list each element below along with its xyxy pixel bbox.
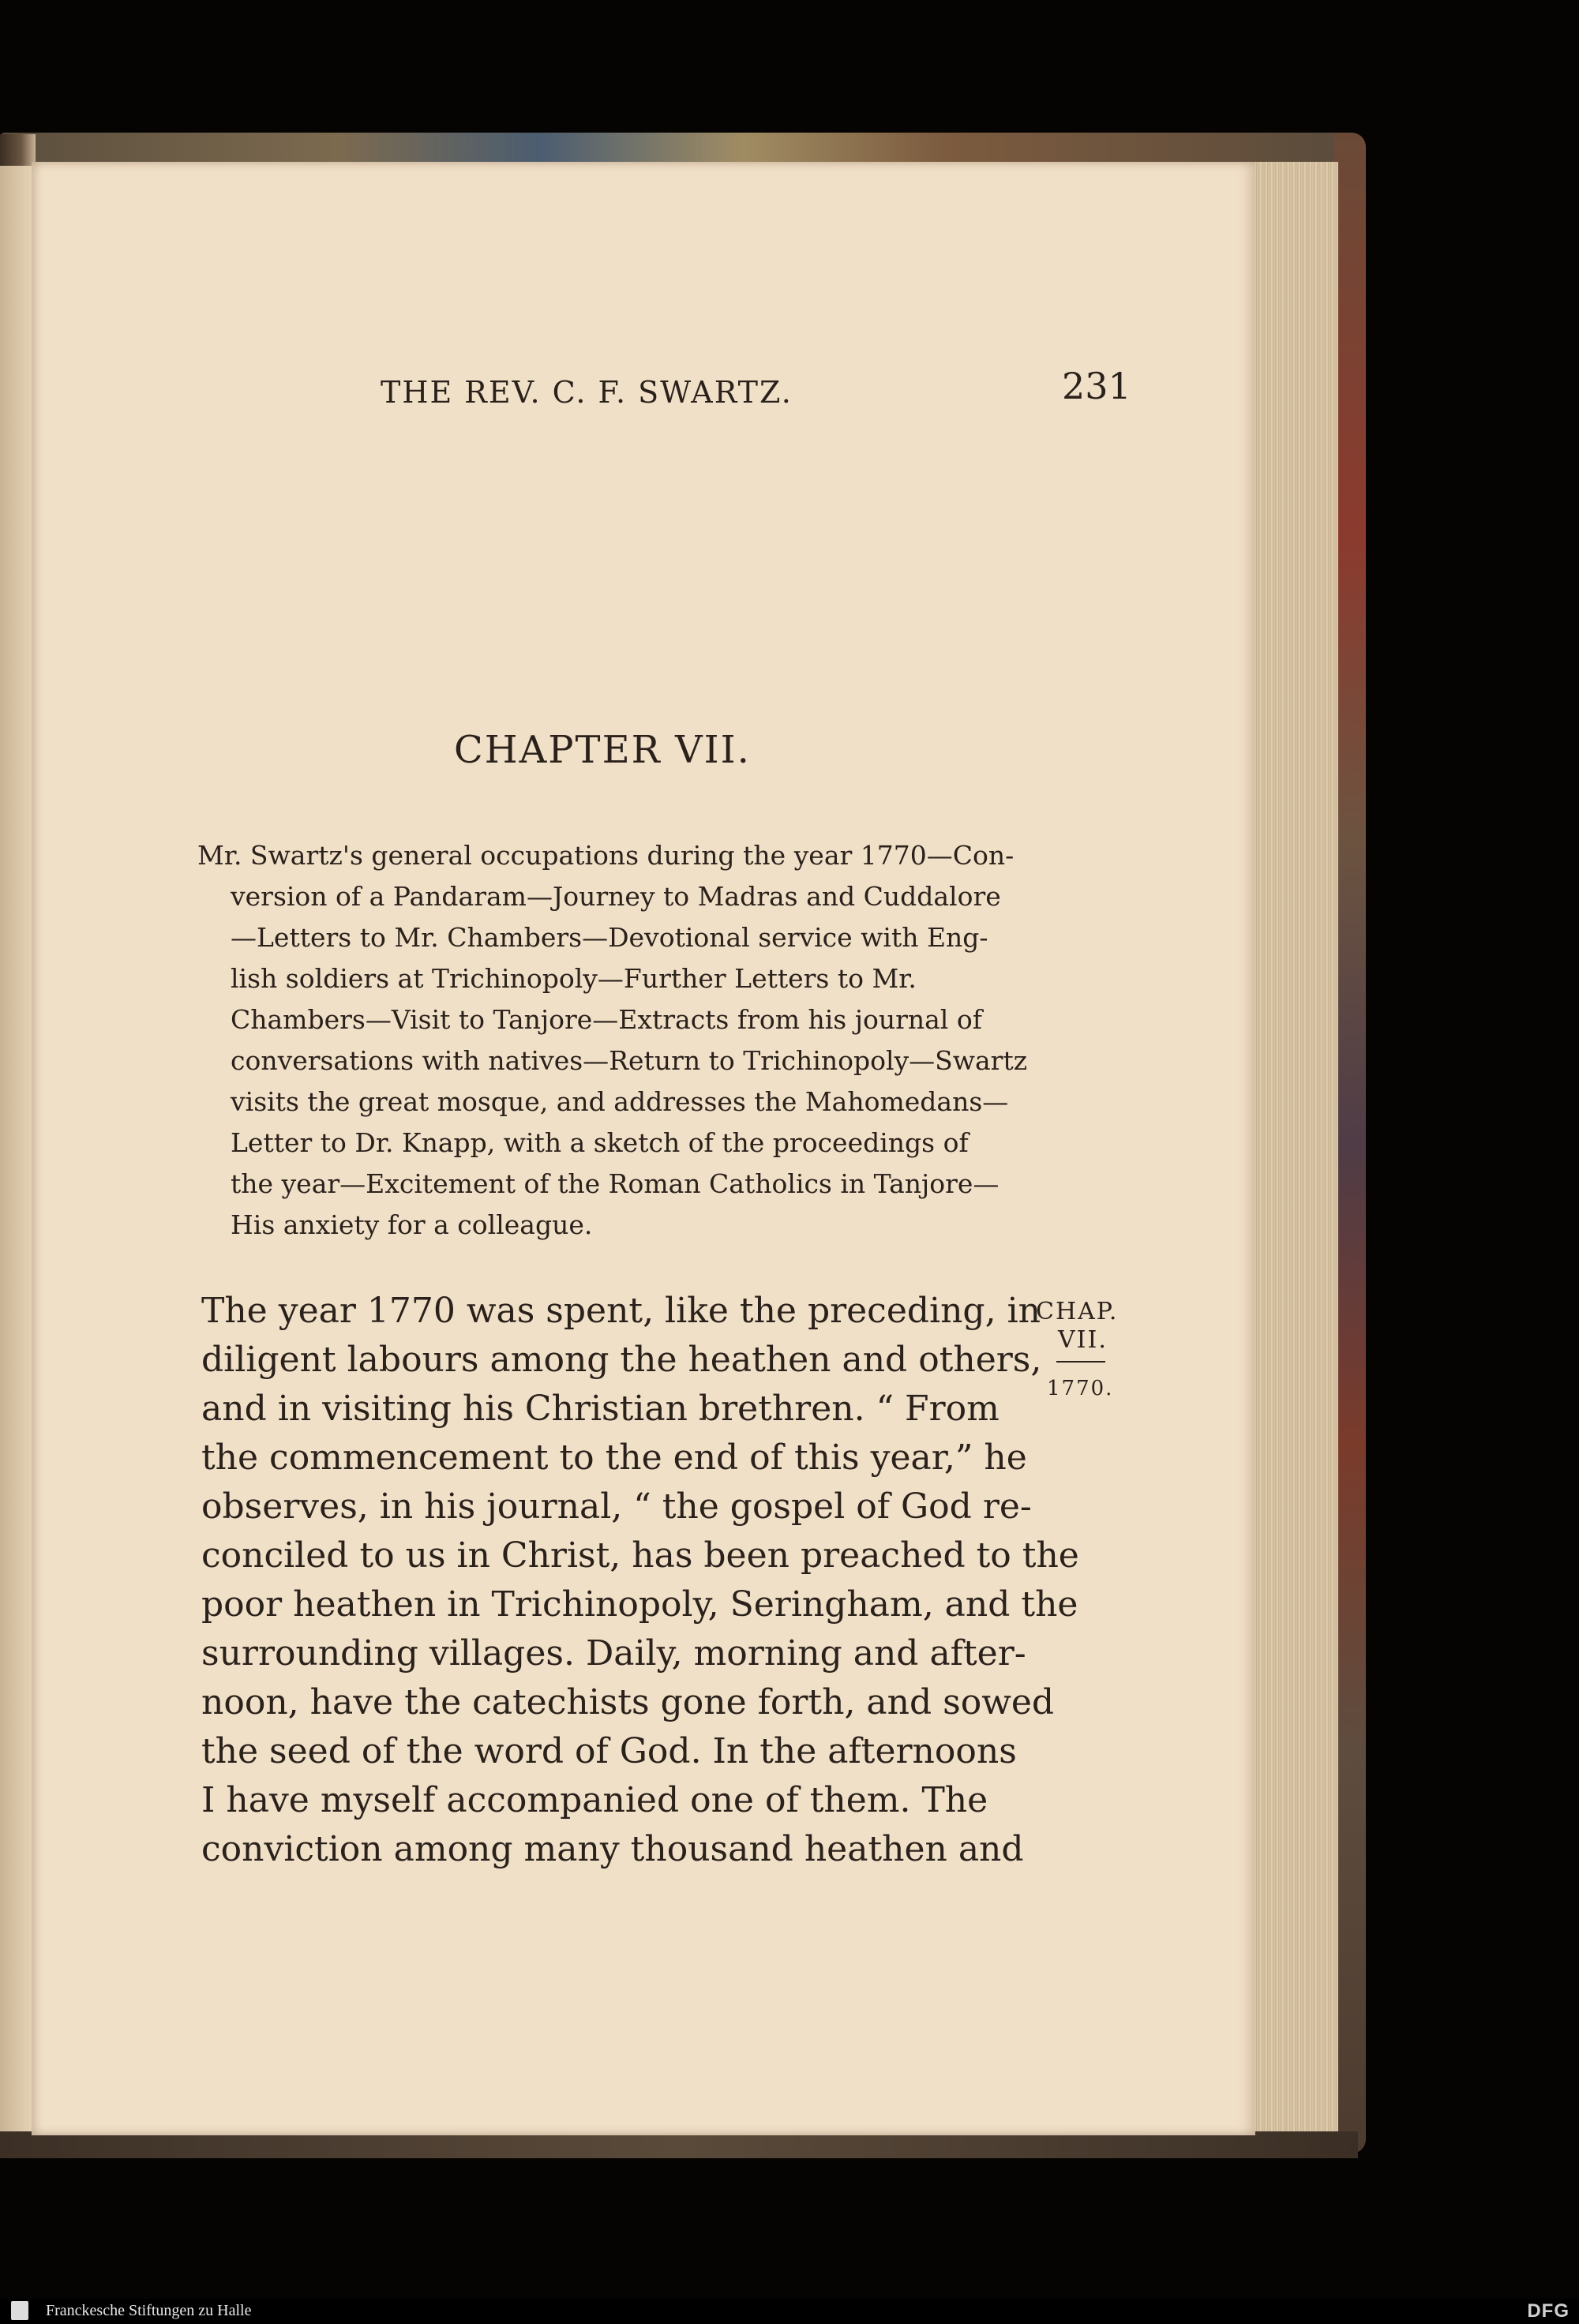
body-line: surrounding villages. Daily, morning and after-: [201, 1633, 1026, 1674]
summary-line: visits the great mosque, and addresses the Mahomedans—: [231, 1086, 1009, 1117]
running-head: THE REV. C. F. SWARTZ.: [381, 375, 793, 410]
body-line: observes, in his journal, “ the gospel of God re-: [201, 1486, 1032, 1527]
dfg-mark: DFG: [1527, 2300, 1570, 2322]
page-edges: [1251, 162, 1338, 2143]
viewer-footer: [0, 2299, 1579, 2324]
body-line: poor heathen in Trichinopoly, Seringham, and the: [201, 1584, 1078, 1625]
summary-line: —Letters to Mr. Chambers—Devotional service with Eng-: [231, 922, 988, 953]
institution-logo-icon: [11, 2301, 28, 2320]
summary-line: version of a Pandaram—Journey to Madras and Cuddalore: [231, 881, 1001, 912]
institution-label: Franckesche Stiftungen zu Halle: [46, 2302, 252, 2319]
previous-page-edge: [0, 166, 32, 2131]
chapter-title: CHAPTER VII.: [454, 728, 751, 772]
body-line: I have myself accompanied one of them. The: [201, 1780, 988, 1820]
body-line: conviction among many thousand heathen and: [201, 1829, 1024, 1869]
summary-line: the year—Excitement of the Roman Catholics in Tanjore—: [231, 1168, 1000, 1199]
book-cover-bottom: [0, 2131, 1358, 2158]
summary-line: lish soldiers at Trichinopoly—Further Letters to Mr.: [231, 963, 917, 994]
body-line: the commencement to the end of this year,” he: [201, 1438, 1027, 1478]
summary-line: Letter to Dr. Knapp, with a sketch of the proceedings of: [231, 1127, 969, 1158]
body-line: the seed of the word of God. In the afternoons: [201, 1731, 1017, 1771]
summary-line: Chambers—Visit to Tanjore—Extracts from his journal of: [231, 1004, 982, 1035]
body-line: and in visiting his Christian brethren. “ From: [201, 1389, 1000, 1429]
body-line: noon, have the catechists gone forth, and sowed: [201, 1682, 1055, 1722]
book-cover-right: [1334, 133, 1366, 2153]
page-number: 231: [1062, 365, 1131, 407]
margin-note-chap: CHAP.: [1036, 1298, 1119, 1325]
margin-note-rule: [1056, 1361, 1105, 1363]
body-line: The year 1770 was spent, like the preceding, in: [201, 1291, 1041, 1331]
body-line: diligent labours among the heathen and others,: [201, 1340, 1042, 1380]
summary-line: His anxiety for a colleague.: [231, 1209, 593, 1240]
book-cover-top: [0, 133, 1350, 164]
margin-note-chapter-number: VII.: [1058, 1326, 1108, 1354]
summary-line: conversations with natives—Return to Trichinopoly—Swartz: [231, 1045, 1028, 1076]
margin-note-year: 1770.: [1047, 1377, 1114, 1400]
body-line: conciled to us in Christ, has been preached to the: [201, 1535, 1079, 1576]
summary-line: Mr. Swartz's general occupations during the year 1770—Con-: [197, 840, 1015, 871]
